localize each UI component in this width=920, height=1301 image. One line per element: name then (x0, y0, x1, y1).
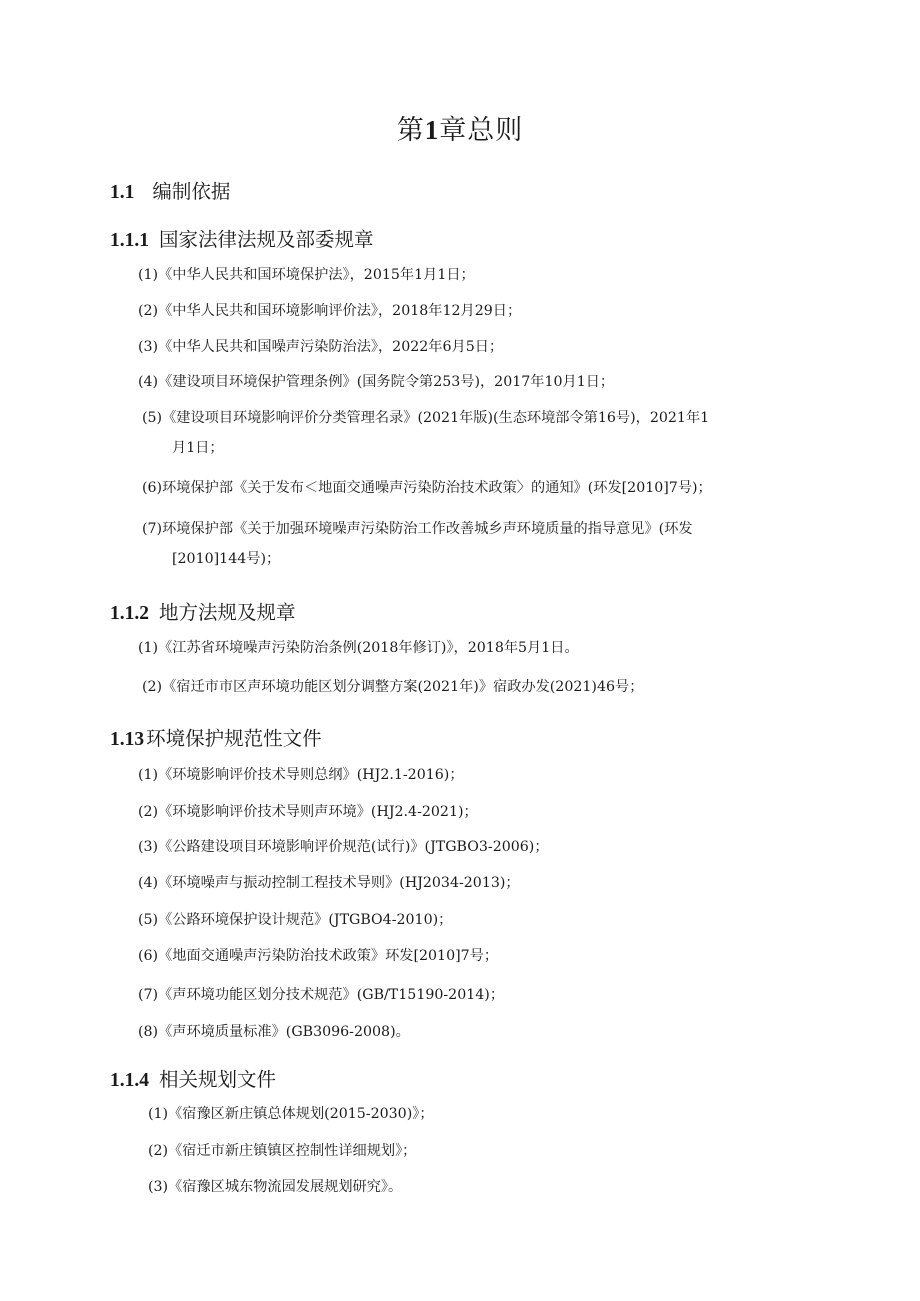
list-item: (6)《地面交通噪声污染防治技术政策》环发[2010]7号； (138, 948, 499, 964)
section-heading-1-1-1 (110, 224, 374, 252)
section-heading-1-1-3 (110, 723, 322, 751)
list-item (142, 514, 814, 574)
section-number: 1.1.2 (110, 603, 149, 624)
list-item-line: 月1日； (172, 440, 224, 456)
list-item: (1)《江苏省环境噪声污染防治条例(2018年修订)》，2018年5月1日。 (138, 640, 579, 656)
list-item (142, 403, 814, 463)
list-item-line: [2010]144号)； (172, 551, 281, 567)
list-item: (2)《宿迁市新庄镇镇区控制性详细规划》； (148, 1143, 417, 1159)
section-heading-1-1-2 (110, 597, 296, 625)
section-title: 国家法律法规及部委规章 (159, 228, 374, 251)
list-item: (1)《宿豫区新庄镇总体规划(2015-2030)》； (148, 1106, 434, 1122)
section-number: 1.1 (110, 182, 135, 203)
list-item: (1)《中华人民共和国环境保护法》，2015年1月1日； (138, 267, 475, 283)
list-item: (8)《声环境质量标准》(GB3096-2008)。 (138, 1024, 410, 1040)
list-item: (2)《中华人民共和国环境影响评价法》，2018年12月29日； (138, 303, 522, 319)
list-item: (2)《环境影响评价技术导则声环境》(HJ2.4-2021)； (138, 804, 478, 820)
list-item: (3)《公路建设项目环境影响评价规范(试行)》(JTGBO3-2006)； (138, 839, 549, 855)
section-title: 环境保护规范性文件 (146, 727, 322, 750)
section-title: 地方法规及规章 (159, 601, 296, 624)
list-item: (2)《宿迁市市区声环境功能区划分调整方案(2021年)》宿政办发(2021)46号； (142, 679, 644, 695)
section-heading-1-1-4 (110, 1064, 276, 1092)
chapter-title (0, 108, 920, 147)
chapter-suffix: 章总则 (439, 115, 524, 146)
section-title: 相关规划文件 (159, 1068, 277, 1091)
list-item: (4)《建设项目环境保护管理条例》(国务院令第253号)，2017年10月1日； (138, 374, 615, 390)
list-item: (5)《公路环境保护设计规范》(JTGBO4-2010)； (138, 912, 453, 928)
section-number: 1.13 (110, 729, 145, 750)
chapter-prefix: 第 (396, 115, 425, 146)
list-item: (1)《环境影响评价技术导则总纲》(HJ2.1-2016)； (138, 767, 464, 783)
list-item-line: (7)环境保护部《关于加强环境噪声污染防治工作改善城乡声环境质量的指导意见》(环发 (142, 521, 693, 537)
section-title: 编制依据 (152, 180, 231, 203)
list-item: (6)环境保护部《关于发布＜地面交通噪声污染防治技术政策〉的通知》(环发[2010]7号)； (142, 480, 712, 496)
list-item-line: (5)《建设项目环境影响评价分类管理名录》(2021年版)(生态环境部令第16号)，2021年1 (142, 410, 710, 426)
section-heading-1-1 (110, 176, 230, 204)
section-number: 1.1.4 (110, 1070, 149, 1091)
chapter-number: 1 (424, 115, 440, 145)
list-item: (4)《环境噪声与振动控制工程技术导则》(HJ2034-2013)； (138, 875, 520, 891)
list-item: (3)《宿豫区城东物流园发展规划研究》。 (148, 1179, 403, 1195)
list-item: (7)《声环境功能区划分技术规范》(GB/T15190-2014)； (138, 987, 505, 1003)
section-number: 1.1.1 (110, 230, 149, 251)
list-item: (3)《中华人民共和国噪声污染防治法》，2022年6月5日； (138, 339, 504, 355)
